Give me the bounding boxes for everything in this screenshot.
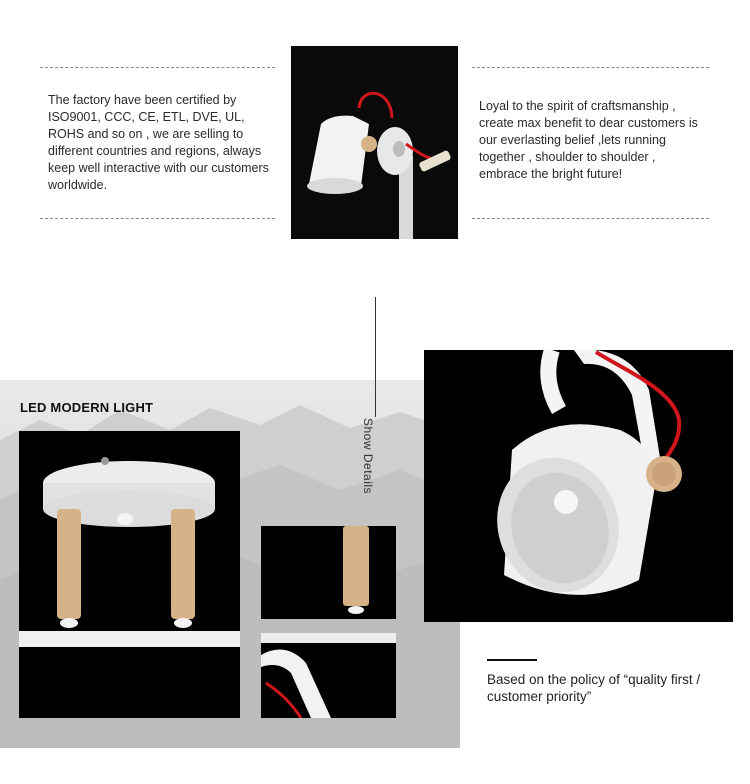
show-details-line [375, 297, 376, 417]
show-details-label: Show Details [361, 418, 375, 495]
lamp-photo-rod-detail [261, 526, 396, 619]
lamp-photo-top [291, 46, 458, 239]
lamp-illustration [291, 46, 458, 239]
craftsmanship-text: Loyal to the spirit of craftsmanship , create max benefit to dear customers is our everlasting belief ,lets running together , shoulder to shoulder , embrace the bright future! [479, 99, 698, 181]
right-top-divider [472, 67, 709, 68]
lamp-photo-canopy [19, 431, 240, 718]
lamp-photo-bracket-detail [261, 633, 396, 718]
left-bottom-divider [40, 218, 275, 219]
right-bottom-divider [472, 218, 709, 219]
section-heading: LED MODERN LIGHT [20, 400, 154, 415]
lamp-photo-shade [424, 350, 733, 622]
policy-accent-bar [487, 659, 537, 661]
left-top-divider [40, 67, 275, 68]
policy-text: Based on the policy of “quality first / customer priority” [487, 672, 701, 704]
certification-text: The factory have been certified by ISO9001, CCC, CE, ETL, DVE, UL, ROHS and so on , we are selling to different countries and regions, always keep well interactive with our customers worldwide. [48, 93, 269, 192]
